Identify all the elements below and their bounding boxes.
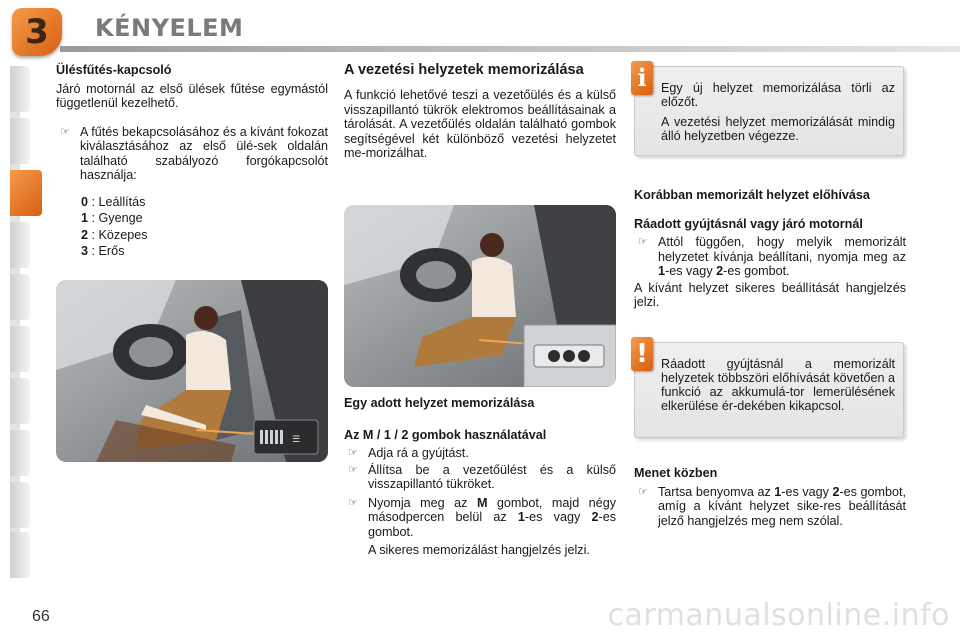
side-tab-8[interactable]	[10, 430, 30, 476]
memory-confirm: A sikeres memorizálást hangjelzés jelzi.	[368, 543, 590, 557]
recall-ignition-title: Ráadott gyújtásnál vagy járó motornál	[634, 216, 863, 231]
hand-pointer-icon: ☞	[638, 485, 648, 498]
side-tab-4[interactable]	[10, 222, 30, 268]
memory-title: A vezetési helyzetek memorizálása	[344, 62, 584, 78]
level-number: 3	[81, 244, 89, 258]
level-label: : Gyenge	[91, 211, 143, 225]
button-2-label: 2	[591, 510, 599, 524]
side-tab-7[interactable]	[10, 378, 30, 424]
seat-heating-title: Ülésfűtés-kapcsoló	[56, 63, 172, 77]
recall-text: Attól függően, hogy melyik memorizált helyzetet kívánja beállítani, nyomja meg az	[658, 235, 906, 264]
step-text: -es gombot.	[368, 510, 616, 539]
button-2-label: 2	[716, 264, 724, 278]
recall-title: Korábban memorizált helyzet előhívása	[634, 188, 870, 202]
heating-level	[81, 228, 328, 243]
chapter-badge	[12, 8, 62, 56]
step-adjust-text: Állítsa be a vezetőülést és a külső visszapillantó tükröket.	[368, 462, 616, 491]
recall-bullet	[634, 235, 906, 279]
seat-heating-intro: Járó motornál az első ülések fűtése egymástól függetlenül kezelhető.	[56, 81, 328, 110]
seat-heating-bullet	[56, 125, 328, 183]
heating-level	[81, 211, 328, 226]
driving-text: Tartsa benyomva az	[658, 484, 775, 499]
button-2-label: 2	[832, 484, 840, 499]
driving-text: -es gombot, amíg a kívánt helyzet sike-res beállítását jelző hangjelzés meg nem szólal.	[658, 484, 906, 528]
driving-title: Menet közben	[634, 466, 718, 480]
step-text: -es vagy	[524, 510, 592, 524]
warning-icon: !	[631, 337, 653, 371]
watermark: carmanualsonline.info	[607, 598, 950, 633]
chapter-title: KÉNYELEM	[95, 14, 244, 42]
recall-section	[634, 188, 906, 314]
seat-heating-bullet-text: A fűtés bekapcsolásához és a kívánt fokozat kiválasztásához az első ülé-sek oldalán található szabályozó forgókapcsolót használja:	[80, 124, 328, 182]
button-1-label: 1	[658, 264, 666, 278]
side-tab-2[interactable]	[10, 118, 30, 164]
header-divider	[60, 46, 960, 52]
level-label: : Erős	[91, 244, 125, 258]
button-1-label: 1	[774, 484, 782, 499]
hand-pointer-icon: ☞	[348, 496, 358, 509]
level-number: 0	[81, 194, 89, 209]
memory-buttons-photo	[344, 205, 616, 387]
side-tab-3-active[interactable]	[10, 170, 42, 216]
info-box	[634, 63, 904, 156]
side-tab-10[interactable]	[10, 532, 30, 578]
button-m-label: M	[476, 495, 488, 510]
memory-section	[344, 63, 616, 165]
button-1-label: 1	[517, 510, 525, 524]
recall-text: -es vagy	[665, 264, 717, 278]
level-number: 2	[81, 227, 89, 242]
level-label: : Közepes	[91, 227, 148, 242]
level-number: 1	[81, 211, 89, 225]
memory-store-section	[344, 396, 616, 562]
seat-heating-section	[56, 63, 328, 261]
warning-box	[634, 339, 904, 438]
recall-text: -es gombot.	[723, 264, 790, 278]
header	[0, 0, 960, 52]
side-tab-6[interactable]	[10, 326, 30, 372]
step-press-buttons	[344, 496, 616, 540]
hand-pointer-icon: ☞	[348, 463, 358, 476]
page-number: 66	[32, 608, 50, 625]
recall-confirm: A kívánt helyzet sikeres beállítását hangjelzés jelzi.	[634, 280, 906, 309]
side-tab-9[interactable]	[10, 482, 30, 528]
driving-bullet	[634, 485, 906, 529]
step-ignition-text: Adja rá a gyújtást.	[368, 446, 469, 460]
chapter-number: 3	[25, 12, 49, 52]
seat-heating-photo	[56, 280, 328, 462]
step-adjust	[344, 463, 616, 492]
level-label: : Leállítás	[91, 194, 146, 209]
heating-level	[81, 244, 328, 259]
info-line-2: A vezetési helyzet memorizálását mindig álló helyzetben végezze.	[661, 115, 895, 143]
step-ignition	[344, 446, 616, 461]
hand-pointer-icon: ☞	[348, 447, 358, 459]
store-title: Egy adott helyzet memorizálása	[344, 396, 535, 410]
heating-level	[81, 195, 328, 210]
side-tab-5[interactable]	[10, 274, 30, 320]
step-text: gombot, majd négy másodpercen belül az	[368, 495, 616, 524]
heating-levels-list	[81, 195, 328, 259]
buttons-title: Az M / 1 / 2 gombok használatával	[344, 427, 547, 442]
memory-intro: A funkció lehetővé teszi a vezetőülés és a külső visszapillantó tükrök elektromos beállításainak a tárolását. A vezetőülés oldalán található gombok segítségével két különböző vezetési helyzetet me-morizálhat.	[344, 88, 616, 160]
side-tab-1[interactable]	[10, 66, 30, 112]
side-navigation	[10, 66, 34, 576]
hand-pointer-icon: ☞	[60, 125, 70, 138]
info-icon: i	[631, 61, 653, 95]
info-line-1: Egy új helyzet memorizálása törli az előzőt.	[661, 81, 895, 109]
hand-pointer-icon: ☞	[638, 236, 648, 248]
driving-text: -es vagy	[781, 484, 833, 499]
driving-section	[634, 466, 906, 528]
step-text: Nyomja meg az	[368, 495, 477, 510]
svg-text:☰: ☰	[292, 435, 301, 445]
warning-text: Ráadott gyújtásnál a memorizált helyzetek többszöri előhívását követően a funkció az akkumulá-tor lemerülésének elkerülése ér-dekében kikapcsol.	[661, 357, 895, 413]
